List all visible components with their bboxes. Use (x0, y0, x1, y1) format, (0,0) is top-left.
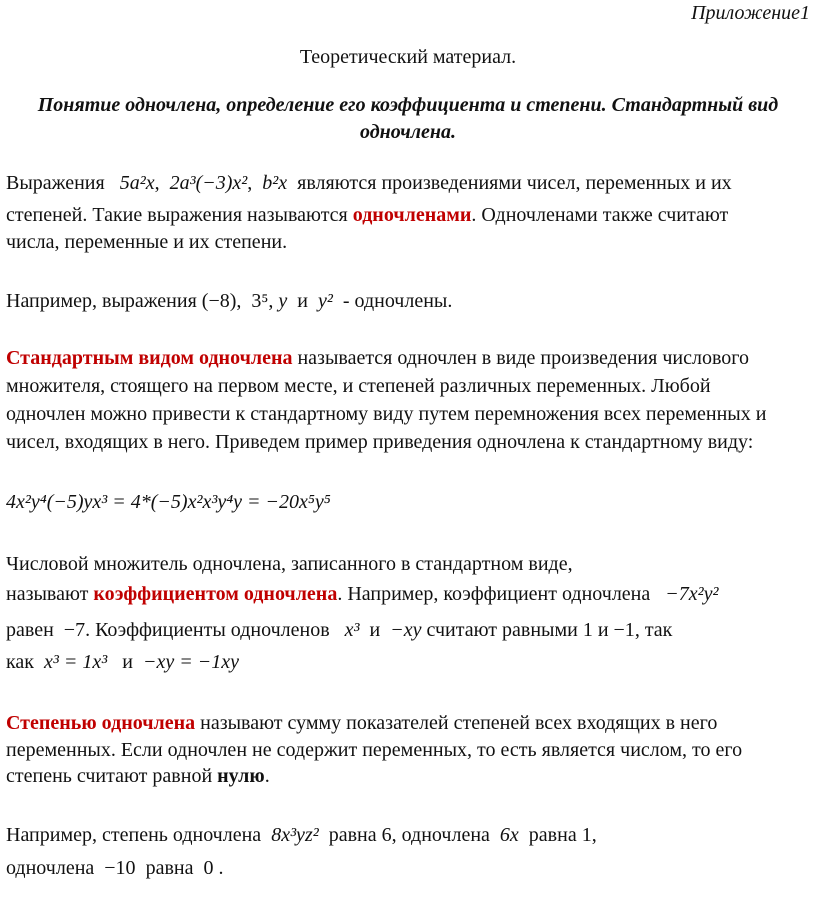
expr-5a2x: 5a²x (119, 172, 155, 194)
p5-l3-b: . (264, 765, 270, 787)
p6-l2-c: . (218, 857, 224, 879)
value-1b: 1 (581, 824, 592, 846)
expr-minus7x2y2: −7x²y² (665, 583, 719, 605)
expr-y2: y² (317, 290, 333, 312)
p1-line2-a: степеней. Такие выражения называются (6, 204, 348, 226)
page-title: Теоретический материал. (299, 46, 517, 68)
section-subtitle (0, 92, 816, 146)
p1-start: Выражения (6, 172, 105, 194)
term-coefficient: коэффициентом одночлена (93, 583, 338, 605)
p3-line-1 (6, 346, 808, 370)
p6-l1-e: , (591, 824, 597, 846)
expr-b2x: b²x (262, 172, 288, 194)
p4-l3-b: . Коэффициенты одночленов (85, 619, 330, 641)
p5-l1: называют сумму показателей степеней всех входящих в него (200, 712, 718, 734)
p6-l1-a: Например, степень одночлена (6, 824, 262, 846)
p4-and2: и (597, 619, 609, 641)
p2-end: - одночлены. (342, 290, 453, 312)
p5-line-2: переменных. Если одночлен не содержит переменных, то есть является числом, то его (6, 739, 743, 761)
p4-and3: и (122, 651, 133, 673)
expr-minus8: (−8) (201, 290, 237, 312)
p4-l2-b: . Например, коэффициент одночлена (337, 583, 651, 605)
p6-l2-a: одночлена (6, 857, 95, 879)
expr-8x3yz2: 8x³yz² (271, 824, 319, 846)
p1-line-1: Выражения 5a²x, 2a³(−3)x², b²x являются произведениями чисел, переменных и их (6, 172, 732, 194)
expr-minus7: −7 (63, 619, 86, 641)
p4-and: и (369, 619, 381, 641)
subtitle-line-2: одночлена. (360, 121, 456, 143)
p6-l1-c: , одночлена (391, 824, 490, 846)
p6-line-2 (6, 856, 808, 880)
p6-l1-b: равна (328, 824, 377, 846)
value-minus1: −1 (613, 619, 635, 641)
expr-x3: x³ (344, 619, 360, 641)
p4-line-3 (6, 618, 808, 642)
appendix-label: Приложение1 (691, 2, 810, 24)
p3-line-3: одночлен можно привести к стандартному виду путем перемножения всех переменных и (6, 403, 767, 425)
expr-minus-xy: −xy (390, 619, 422, 641)
p4-line-1: Числовой множитель одночлена, записанного в стандартном виде, (6, 553, 573, 575)
expr-2a3x2: 2a³(−3)x² (169, 172, 248, 194)
p3-line-4: чисел, входящих в него. Приведем пример приведения одночлена к стандартному виду: (6, 431, 754, 453)
p4-l3-d: , так (634, 619, 673, 641)
expr-y: y (278, 290, 288, 312)
p4-line-2 (6, 582, 808, 606)
expr-minus-xy-eq: −xy = −1xy (142, 651, 239, 673)
p4-l3-c: считают равными (426, 619, 578, 641)
p3-line-2: множителя, стоящего на первом месте, и степеней различных переменных. Любой (6, 375, 711, 397)
p1-line-2 (6, 203, 808, 227)
p4-l2-a: называют (6, 583, 89, 605)
p3-l1: называется одночлен в виде произведения числового (297, 347, 749, 369)
standard-form-formula: 4x²y⁴(−5)yx³ = 4*(−5)x²x³y⁴y = −20x⁵y⁵ (6, 491, 331, 513)
expr-minus10: −10 (104, 857, 136, 879)
p1-line-3: числа, переменные и их степени. (6, 231, 288, 253)
p4-line-4 (6, 650, 808, 674)
p1-rest: являются произведениями чисел, переменных и их (297, 172, 732, 194)
subtitle-line-1: Понятие одночлена, определение его коэффициента и степени. Стандартный вид (37, 94, 779, 116)
p2-line: Например, выражения (−8), 3⁵, y и y² - одночлены. (6, 290, 453, 312)
p6-l2-b: равна (145, 857, 194, 879)
term-zero: нулю (217, 765, 265, 787)
term-standard-form: Стандартным видом одночлена (6, 347, 293, 369)
expr-x3-eq-1x3: x³ = 1x³ (44, 651, 108, 673)
p5-line-3 (6, 764, 808, 788)
p1-line2-b: . Одночленами также считают (471, 204, 729, 226)
p2-and: и (297, 290, 308, 312)
term-degree: Степенью одночлена (6, 712, 196, 734)
value-0: 0 (203, 857, 214, 879)
p6-l1-d: равна (528, 824, 577, 846)
expr-6x: 6x (499, 824, 519, 846)
p5-l3-a: степень считают равной (6, 765, 213, 787)
p4-l3-a: равен (6, 619, 54, 641)
p4-l4-a: как (6, 651, 35, 673)
p6-line-1 (6, 823, 808, 847)
term-monomial: одночленами (352, 204, 472, 226)
p5-line-1 (6, 711, 808, 735)
expr-3pow5: 3⁵ (251, 290, 269, 312)
value-6: 6 (381, 824, 392, 846)
value-1: 1 (582, 619, 593, 641)
p2-start: Например, выражения (6, 290, 197, 312)
